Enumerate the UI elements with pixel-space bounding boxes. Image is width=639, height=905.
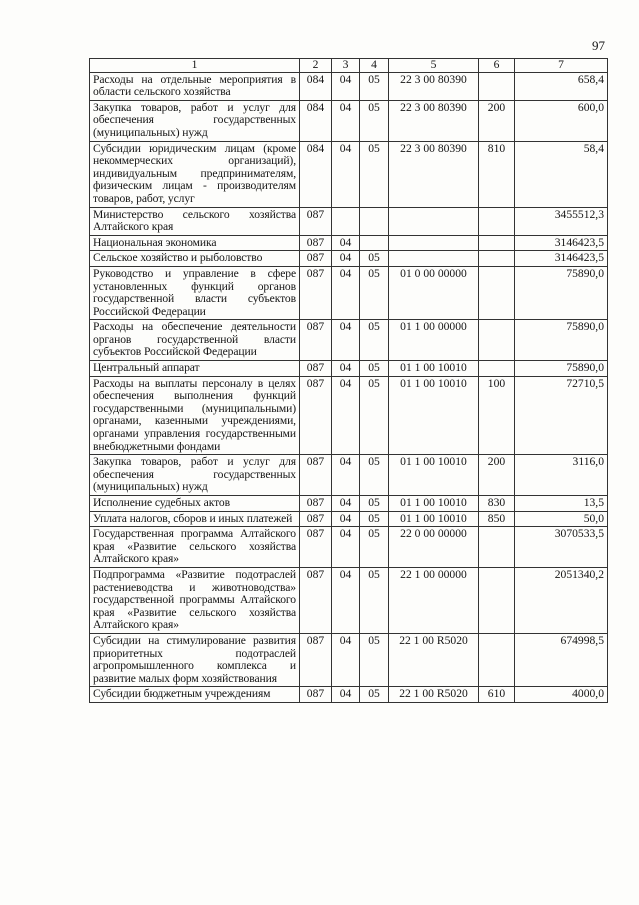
expense-type-cell bbox=[479, 567, 515, 633]
subsection-cell: 05 bbox=[360, 527, 389, 568]
target-article-cell: 01 1 00 10010 bbox=[389, 361, 479, 377]
section-cell: 04 bbox=[332, 320, 360, 361]
target-article-cell: 22 0 00 00000 bbox=[389, 527, 479, 568]
section-cell: 04 bbox=[332, 511, 360, 527]
target-article-cell: 01 1 00 10010 bbox=[389, 511, 479, 527]
expense-type-cell bbox=[479, 207, 515, 235]
amount-cell: 75890,0 bbox=[515, 266, 608, 319]
row-name-cell: Министерство сельского хозяйства Алтайского края bbox=[90, 207, 300, 235]
target-article-cell: 01 0 00 00000 bbox=[389, 266, 479, 319]
section-cell: 04 bbox=[332, 266, 360, 319]
expense-type-cell: 850 bbox=[479, 511, 515, 527]
column-header: 5 bbox=[389, 59, 479, 73]
subsection-cell: 05 bbox=[360, 100, 389, 141]
target-article-cell: 22 1 00 00000 bbox=[389, 567, 479, 633]
table-row bbox=[90, 235, 608, 251]
table-header-row bbox=[90, 59, 608, 73]
row-name-cell: Центральный аппарат bbox=[90, 361, 300, 377]
table-row bbox=[90, 361, 608, 377]
section-cell bbox=[332, 207, 360, 235]
code-cell: 087 bbox=[300, 251, 332, 267]
subsection-cell: 05 bbox=[360, 633, 389, 686]
expense-type-cell bbox=[479, 320, 515, 361]
row-name-cell: Подпрограмма «Развитие подотраслей растениеводства и животноводства» государственной программы Алтайского края «Развитие сельского хозяйства Алтайского края» bbox=[90, 567, 300, 633]
amount-cell: 674998,5 bbox=[515, 633, 608, 686]
table-row bbox=[90, 527, 608, 568]
section-cell: 04 bbox=[332, 141, 360, 207]
column-header: 3 bbox=[332, 59, 360, 73]
target-article-cell: 01 1 00 10010 bbox=[389, 455, 479, 496]
budget-table bbox=[89, 58, 608, 703]
column-header: 4 bbox=[360, 59, 389, 73]
target-article-cell: 22 3 00 80390 bbox=[389, 72, 479, 100]
expense-type-cell bbox=[479, 235, 515, 251]
code-cell: 087 bbox=[300, 687, 332, 703]
table-row bbox=[90, 266, 608, 319]
expense-type-cell bbox=[479, 633, 515, 686]
expense-type-cell bbox=[479, 266, 515, 319]
section-cell: 04 bbox=[332, 633, 360, 686]
subsection-cell: 05 bbox=[360, 511, 389, 527]
row-name-cell: Сельское хозяйство и рыболовство bbox=[90, 251, 300, 267]
amount-cell: 13,5 bbox=[515, 496, 608, 512]
subsection-cell: 05 bbox=[360, 141, 389, 207]
row-name-cell: Расходы на выплаты персоналу в целях обеспечения выполнения функций государственными (муниципальными) органами, казенными учреждениями, органами управления государственными внебюджетными фондами bbox=[90, 376, 300, 455]
target-article-cell: 22 3 00 80390 bbox=[389, 141, 479, 207]
subsection-cell: 05 bbox=[360, 376, 389, 455]
amount-cell: 3116,0 bbox=[515, 455, 608, 496]
subsection-cell: 05 bbox=[360, 687, 389, 703]
code-cell: 087 bbox=[300, 235, 332, 251]
amount-cell: 3455512,3 bbox=[515, 207, 608, 235]
expense-type-cell bbox=[479, 527, 515, 568]
section-cell: 04 bbox=[332, 100, 360, 141]
row-name-cell: Национальная экономика bbox=[90, 235, 300, 251]
amount-cell: 75890,0 bbox=[515, 361, 608, 377]
code-cell: 087 bbox=[300, 455, 332, 496]
row-name-cell: Государственная программа Алтайского края «Развитие сельского хозяйства Алтайского края» bbox=[90, 527, 300, 568]
expense-type-cell bbox=[479, 361, 515, 377]
table-row bbox=[90, 251, 608, 267]
expense-type-cell: 830 bbox=[479, 496, 515, 512]
expense-type-cell: 200 bbox=[479, 100, 515, 141]
section-cell: 04 bbox=[332, 687, 360, 703]
expense-type-cell: 810 bbox=[479, 141, 515, 207]
row-name-cell: Субсидии бюджетным учреждениям bbox=[90, 687, 300, 703]
table-row bbox=[90, 567, 608, 633]
row-name-cell: Руководство и управление в сфере установленных функций органов государственной власти субъектов Российской Федерации bbox=[90, 266, 300, 319]
amount-cell: 3146423,5 bbox=[515, 235, 608, 251]
section-cell: 04 bbox=[332, 376, 360, 455]
amount-cell: 3146423,5 bbox=[515, 251, 608, 267]
section-cell: 04 bbox=[332, 567, 360, 633]
table-row bbox=[90, 320, 608, 361]
section-cell: 04 bbox=[332, 455, 360, 496]
amount-cell: 4000,0 bbox=[515, 687, 608, 703]
code-cell: 087 bbox=[300, 633, 332, 686]
subsection-cell: 05 bbox=[360, 72, 389, 100]
table-row bbox=[90, 455, 608, 496]
expense-type-cell: 610 bbox=[479, 687, 515, 703]
amount-cell: 58,4 bbox=[515, 141, 608, 207]
code-cell: 087 bbox=[300, 527, 332, 568]
expense-type-cell: 200 bbox=[479, 455, 515, 496]
code-cell: 087 bbox=[300, 266, 332, 319]
column-header: 7 bbox=[515, 59, 608, 73]
table-row bbox=[90, 72, 608, 100]
row-name-cell: Закупка товаров, работ и услуг для обеспечения государственных (муниципальных) нужд bbox=[90, 455, 300, 496]
code-cell: 087 bbox=[300, 567, 332, 633]
code-cell: 087 bbox=[300, 376, 332, 455]
code-cell: 084 bbox=[300, 72, 332, 100]
expense-type-cell: 100 bbox=[479, 376, 515, 455]
section-cell: 04 bbox=[332, 72, 360, 100]
amount-cell: 2051340,2 bbox=[515, 567, 608, 633]
subsection-cell: 05 bbox=[360, 567, 389, 633]
target-article-cell bbox=[389, 207, 479, 235]
subsection-cell: 05 bbox=[360, 251, 389, 267]
section-cell: 04 bbox=[332, 235, 360, 251]
target-article-cell: 22 1 00 R5020 bbox=[389, 687, 479, 703]
table-row bbox=[90, 376, 608, 455]
code-cell: 084 bbox=[300, 141, 332, 207]
amount-cell: 3070533,5 bbox=[515, 527, 608, 568]
table-row bbox=[90, 633, 608, 686]
row-name-cell: Уплата налогов, сборов и иных платежей bbox=[90, 511, 300, 527]
subsection-cell bbox=[360, 207, 389, 235]
section-cell: 04 bbox=[332, 496, 360, 512]
table-row bbox=[90, 496, 608, 512]
subsection-cell: 05 bbox=[360, 266, 389, 319]
code-cell: 087 bbox=[300, 361, 332, 377]
subsection-cell: 05 bbox=[360, 496, 389, 512]
expense-type-cell bbox=[479, 251, 515, 267]
table-row bbox=[90, 687, 608, 703]
row-name-cell: Субсидии юридическим лицам (кроме некоммерческих организаций), индивидуальным предпринимателям, физическим лицам - производителям товаров, работ, услуг bbox=[90, 141, 300, 207]
target-article-cell: 01 1 00 10010 bbox=[389, 376, 479, 455]
code-cell: 084 bbox=[300, 100, 332, 141]
table-row bbox=[90, 207, 608, 235]
code-cell: 087 bbox=[300, 511, 332, 527]
expense-type-cell bbox=[479, 72, 515, 100]
row-name-cell: Закупка товаров, работ и услуг для обеспечения государственных (муниципальных) нужд bbox=[90, 100, 300, 141]
code-cell: 087 bbox=[300, 207, 332, 235]
page-number: 97 bbox=[592, 38, 605, 53]
table-row bbox=[90, 141, 608, 207]
amount-cell: 72710,5 bbox=[515, 376, 608, 455]
row-name-cell: Субсидии на стимулирование развития приоритетных подотраслей агропромышленного комплекса и развитие малых форм хозяйствования bbox=[90, 633, 300, 686]
table-row bbox=[90, 511, 608, 527]
subsection-cell: 05 bbox=[360, 455, 389, 496]
subsection-cell: 05 bbox=[360, 320, 389, 361]
column-header: 2 bbox=[300, 59, 332, 73]
amount-cell: 75890,0 bbox=[515, 320, 608, 361]
row-name-cell: Расходы на обеспечение деятельности органов государственной власти субъектов Российской Федерации bbox=[90, 320, 300, 361]
row-name-cell: Исполнение судебных актов bbox=[90, 496, 300, 512]
section-cell: 04 bbox=[332, 251, 360, 267]
subsection-cell bbox=[360, 235, 389, 251]
code-cell: 087 bbox=[300, 320, 332, 361]
target-article-cell bbox=[389, 235, 479, 251]
subsection-cell: 05 bbox=[360, 361, 389, 377]
code-cell: 087 bbox=[300, 496, 332, 512]
column-header: 6 bbox=[479, 59, 515, 73]
target-article-cell: 01 1 00 00000 bbox=[389, 320, 479, 361]
target-article-cell: 01 1 00 10010 bbox=[389, 496, 479, 512]
target-article-cell: 22 1 00 R5020 bbox=[389, 633, 479, 686]
section-cell: 04 bbox=[332, 361, 360, 377]
column-header: 1 bbox=[90, 59, 300, 73]
target-article-cell bbox=[389, 251, 479, 267]
amount-cell: 50,0 bbox=[515, 511, 608, 527]
section-cell: 04 bbox=[332, 527, 360, 568]
row-name-cell: Расходы на отдельные мероприятия в области сельского хозяйства bbox=[90, 72, 300, 100]
table-row bbox=[90, 100, 608, 141]
amount-cell: 600,0 bbox=[515, 100, 608, 141]
amount-cell: 658,4 bbox=[515, 72, 608, 100]
target-article-cell: 22 3 00 80390 bbox=[389, 100, 479, 141]
